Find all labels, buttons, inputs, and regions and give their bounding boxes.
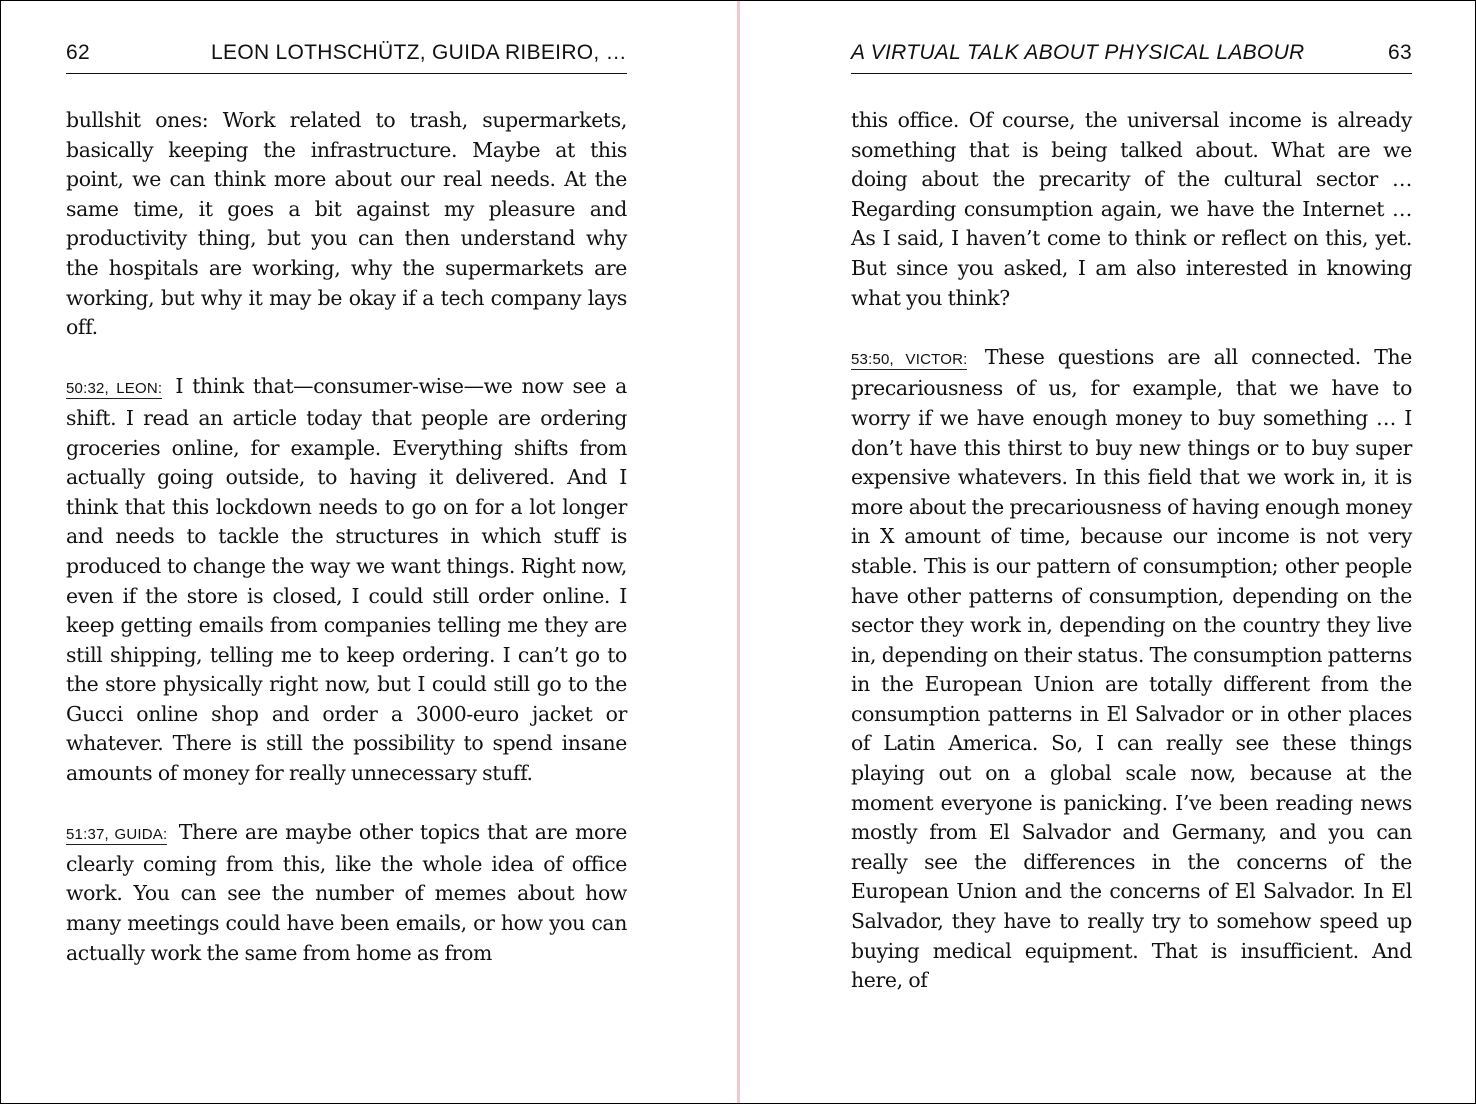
left-page-number: 62 (66, 41, 90, 64)
speaker-timestamp: 53:50, VICTOR: (851, 350, 968, 368)
paragraph (851, 343, 1412, 996)
paragraph (66, 372, 627, 788)
right-running-title: A VIRTUAL TALK ABOUT PHYSICAL LABOUR (851, 41, 1305, 64)
right-body-text (851, 106, 1412, 1025)
right-page-number: 63 (1388, 41, 1412, 64)
speaker-timestamp: 50:32, LEON: (66, 380, 163, 398)
left-running-head (66, 39, 627, 74)
right-page (851, 1, 1412, 1101)
left-page (66, 1, 627, 1101)
paragraph (66, 106, 627, 343)
right-running-head (851, 39, 1412, 74)
left-running-title: LEON LOTHSCHÜTZ, GUIDA RIBEIRO, … (211, 41, 627, 64)
book-gutter (737, 1, 740, 1103)
paragraph (66, 818, 627, 968)
left-body-text (66, 106, 627, 998)
paragraph-text: bullshit ones: Work related to trash, supermarkets, basically keeping the infrastructure. Maybe at this point, we can think more about our real needs. At the same time, it goes a bit against my pleasure and productivity thing, but you can then understand why the hospitals are working, why the supermarkets are working, but why it may be okay if a tech company lays off. (66, 108, 627, 340)
paragraph-text: this office. Of course, the universal income is already something that is being talked about. What are we doing about the precarity of the cultural sector … Regarding consumption again, we have the Internet … As I said, I haven’t come to think or reflect on this, yet. But since you asked, I am also interested in knowing what you think? (851, 108, 1412, 310)
paragraph-text: I think that—consumer-wise—we now see a shift. I read an article today that people are ordering groceries online, for example. Everything shifts from actually going outside, to having it delivered. And I think that this lockdown needs to go on for a lot longer and needs to tackle the structures in which stuff is produced to change the way we want things. Right now, even if the store is closed, I could still order online. I keep getting emails from companies telling me they are still shipping, telling me to keep ordering. I can’t go to the store physically right now, but I could still go to the Gucci online shop and order a 3000-euro jacket or whatever. There is still the possibility to spend insane amounts of money for really unnecessary stuff. (66, 374, 627, 786)
paragraph-text: There are maybe other topics that are more clearly coming from this, like the whole idea of office work. You can see the number of memes about how many meetings could have been emails, or how you can actually work the same from home as from (66, 820, 627, 965)
paragraph (851, 106, 1412, 313)
speaker-timestamp: 51:37, GUIDA: (66, 826, 168, 844)
paragraph-text: These questions are all connected. The precariousness of us, for example, that we have to worry if we have enough money to buy something … I don’t have this thirst to buy new things or to buy super expensive whatevers. In this field that we work in, it is more about the precariousness of having enough money in X amount of time, because our income is not very stable. This is our pattern of consumption; other people have other patterns of consumption, depending on the sector they work in, depending on the country they live in, depending on their status. The consumption patterns in the European Union are totally different from the consumption patterns in El Salvador or in other places of Latin America. So, I can really see these things playing out on a global scale now, because at the moment everyone is panicking. I’ve been reading news mostly from El Salvador and Germany, and you can really see the differences in the concerns of the European Union and the concerns of El Salvador. In El Salvador, they have to really try to somehow speed up buying medical equipment. That is insufficient. And here, of (851, 344, 1412, 993)
